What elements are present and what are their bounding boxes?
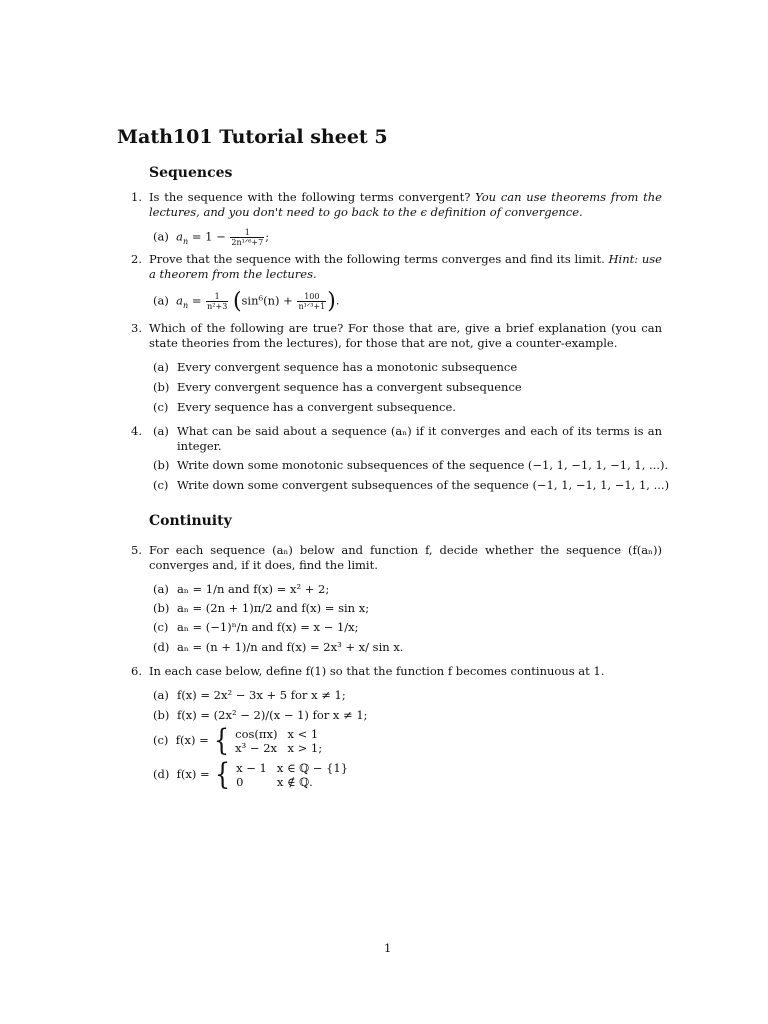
question-4-item-b-label: (b) (153, 458, 170, 472)
question-3-item-a-text: Every convergent sequence has a monotonic subsequence (177, 360, 518, 374)
question-6-item-a-label: (a) (153, 688, 169, 702)
question-4-item-c-label: (c) (153, 478, 169, 492)
item-label: (c) (153, 733, 169, 747)
question-5-item-d-label: (d) (153, 640, 170, 654)
fraction-denominator: n²+3 (207, 302, 228, 311)
question-number-4: 4. (131, 424, 142, 438)
section-heading-continuity: Continuity (149, 513, 232, 529)
fraction-numerator: 100 (297, 292, 326, 302)
question-4-item-b-text: Write down some monotonic subsequences of the sequence (−1, 1, −1, 1, −1, 1, ...). (177, 458, 669, 472)
question-2-text (149, 252, 662, 282)
question-4-item-a-label: (a) (153, 424, 169, 438)
case-expr: 0 (236, 775, 244, 789)
expr-end: . (335, 293, 340, 308)
item-label: (d) (153, 767, 170, 781)
question-6-item-a-text: f(x) = 2x² − 3x + 5 for x ≠ 1; (177, 688, 346, 702)
question-3-item-c-label: (c) (153, 400, 169, 414)
case-condition: x ∈ ℚ − {1} (276, 761, 349, 775)
question-6-item-b-text: f(x) = (2x² − 2)/(x − 1) for x ≠ 1; (177, 708, 368, 722)
question-6-text: In each case below, define f(1) so that the function f becomes continuous at 1. (149, 664, 605, 678)
question-number-6: 6. (131, 664, 142, 678)
question-6-item-d (153, 757, 358, 792)
left-brace: { (215, 757, 231, 792)
fraction-numerator: 1 (206, 292, 228, 302)
question-3-item-b-text: Every convergent sequence has a convergent subsequence (177, 380, 522, 394)
fraction-denominator: 2n¹ᐟ⁶+7 (231, 238, 264, 247)
page-number: 1 (384, 941, 392, 955)
case-condition: x ∉ ℚ. (276, 775, 313, 789)
question-3-item-a-label: (a) (153, 360, 169, 374)
piecewise-cases (235, 727, 332, 755)
item-label: (a) (153, 293, 169, 308)
fraction (230, 228, 264, 247)
piecewise-lhs: f(x) = (176, 767, 210, 781)
question-6-item-b-label: (b) (153, 708, 170, 722)
question-2-item-a: (a) $a_n$ = $\frac{1}{\text{n²+3}}$ (sin⁶(n) + $\frac{100}{\text{n¹ᐟ³+1}}$ ). (153, 289, 340, 314)
left-brace: { (214, 723, 230, 758)
fraction-numerator: 1 (230, 228, 264, 238)
question-number-3: 3. (131, 321, 142, 335)
question-1-hint: You can use theorems from the lectures, and you don't need to go back to the ϵ definition of convergence. (149, 190, 662, 219)
expr-middle: sin⁶(n) + (241, 293, 293, 308)
question-4-item-a-text: What can be said about a sequence (aₙ) if it converges and each of its terms is an integer. (177, 424, 662, 453)
question-5-item-a-label: (a) (153, 582, 169, 596)
expr-end: ; (265, 229, 270, 244)
question-5-text: For each sequence (aₙ) below and function f, decide whether the sequence (f(aₙ)) converges and, if it does, find the limit. (149, 543, 662, 572)
question-2-prompt: Prove that the sequence with the following terms converges and find its limit. (149, 252, 605, 266)
question-5-item-b-text: aₙ = (2n + 1)π/2 and f(x) = sin x; (177, 601, 370, 615)
question-5-item-d-text: aₙ = (n + 1)/n and f(x) = 2x³ + x/ sin x. (177, 640, 404, 654)
case-expr: x³ − 2x (235, 741, 278, 755)
section-heading-sequences: Sequences (149, 165, 233, 181)
case-expr: x − 1 (236, 761, 267, 775)
question-3-text: Which of the following are true? For those that are, give a brief explanation (you can state theories from the lectures), for those that are not, give a counter-example. (149, 321, 662, 350)
fraction-1 (206, 292, 228, 311)
question-number-5: 5. (131, 543, 142, 557)
case-expr: cos(πx) (235, 727, 278, 741)
question-1-item-a (153, 228, 269, 249)
question-6-item-c (153, 723, 332, 758)
question-5-item-a-text: aₙ = 1/n and f(x) = x² + 2; (177, 582, 330, 596)
question-number-2: 2. (131, 252, 142, 266)
fraction-2 (297, 292, 326, 311)
question-5-item-c-text: aₙ = (−1)ⁿ/n and f(x) = x − 1/x; (177, 620, 359, 634)
question-3-item-c-text: Every sequence has a convergent subsequence. (177, 400, 456, 414)
question-1-text (149, 190, 662, 220)
item-label: (a) (153, 229, 169, 244)
var-a: a (176, 229, 184, 244)
question-4-item-c-text: Write down some convergent subsequences of the sequence (−1, 1, −1, 1, −1, 1, ...) (177, 478, 670, 492)
fraction-denominator: n¹ᐟ³+1 (298, 302, 326, 311)
sub-n: n (183, 236, 189, 246)
question-2-hint: Hint: use a theorem from the lectures. (149, 252, 662, 281)
piecewise-lhs: f(x) = (175, 733, 209, 747)
question-3-item-b-label: (b) (153, 380, 170, 394)
case-condition: x < 1 (287, 727, 319, 741)
piecewise-cases (236, 761, 358, 789)
expr-rest: = 1 − (188, 229, 226, 244)
page-title: Math101 Tutorial sheet 5 (117, 126, 388, 148)
question-1-prompt: Is the sequence with the following terms convergent? (149, 190, 471, 204)
case-condition: x > 1; (287, 741, 323, 755)
question-number-1: 1. (131, 190, 142, 204)
question-5-item-c-label: (c) (153, 620, 169, 634)
question-5-item-b-label: (b) (153, 601, 170, 615)
